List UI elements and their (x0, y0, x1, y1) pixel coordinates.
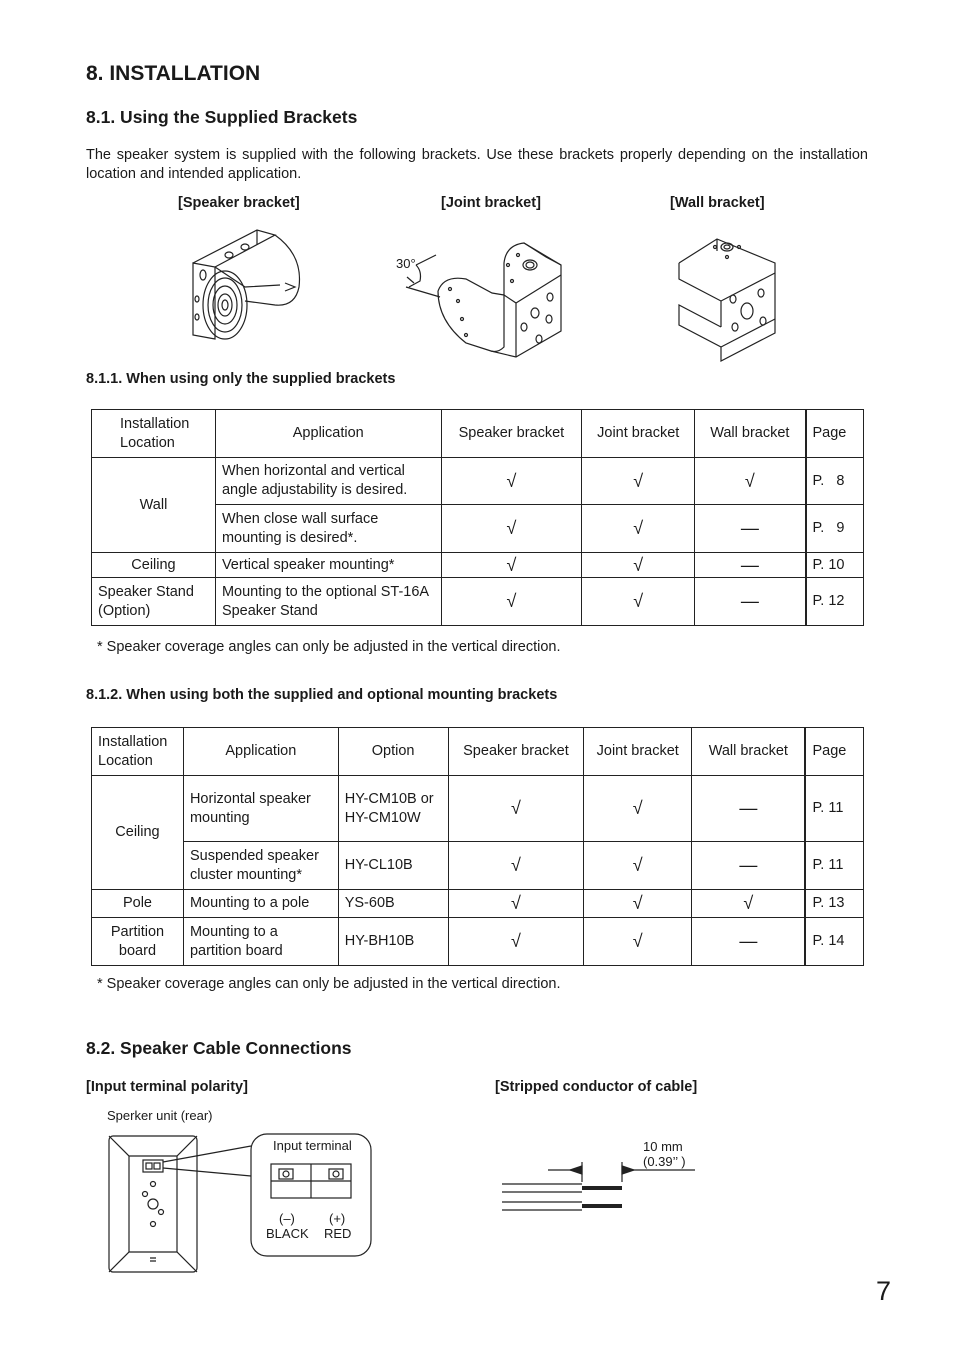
header-wall: Wall bracket (692, 728, 806, 776)
polarity-label: [Input terminal polarity] (86, 1079, 248, 1095)
cell-application: Mounting to the optional ST-16A Speaker Stand (215, 578, 441, 626)
cell-location: Pole (92, 890, 184, 918)
table-row (92, 890, 864, 918)
cell-location: Partition board (92, 918, 184, 966)
cell-speaker: √ (441, 553, 582, 578)
cell-application: Mounting to a partition board (183, 918, 338, 966)
cell-application: When horizontal and vertical angle adjustability is desired. (215, 458, 441, 505)
cell-option: YS-60B (338, 890, 448, 918)
joint-bracket-label: [Joint bracket] (441, 195, 541, 211)
table-row (92, 776, 864, 842)
header-speaker: Speaker bracket (441, 410, 582, 458)
cell-joint: √ (584, 918, 692, 966)
joint-angle-label: 30° (396, 256, 416, 271)
cell-option: HY-CL10B (338, 842, 448, 890)
cell-joint: √ (582, 505, 695, 553)
header-joint: Joint bracket (584, 728, 692, 776)
table2-title: 8.1.2. When using both the supplied and optional mounting brackets (86, 687, 558, 703)
plus-label: (+) (329, 1211, 346, 1226)
cell-wall: — (692, 842, 806, 890)
cell-application: When close wall surface mounting is desired*. (215, 505, 441, 553)
cell-joint: √ (582, 458, 695, 505)
cell-application: Horizontal speaker mounting (183, 776, 338, 842)
cell-option: HY-BH10B (338, 918, 448, 966)
joint-bracket-drawing (396, 235, 571, 360)
speaker-bracket-drawing (185, 225, 310, 345)
cell-joint: √ (582, 553, 695, 578)
input-terminal-label: Input terminal (273, 1138, 352, 1153)
cell-wall: — (695, 505, 806, 553)
header-option: Option (338, 728, 448, 776)
cell-speaker: √ (441, 578, 582, 626)
speaker-rear-drawing (105, 1132, 375, 1277)
table-row (92, 553, 864, 578)
table-header-row (92, 728, 864, 776)
header-wall: Wall bracket (695, 410, 806, 458)
black-label: BLACK (266, 1226, 309, 1241)
intro-paragraph: The speaker system is supplied with the following brackets. Use these brackets properly depending on the installation location and intended application. (86, 147, 868, 182)
cell-speaker: √ (441, 505, 582, 553)
table-row (92, 842, 864, 890)
page-number: 7 (876, 1276, 892, 1306)
length-inch-label: (0.39’’ ) (643, 1154, 686, 1169)
header-application: Application (215, 410, 441, 458)
length-mm-label: 10 mm (643, 1139, 683, 1154)
supplied-brackets-table (91, 409, 864, 626)
section-8-1-title: 8.1. Using the Supplied Brackets (86, 107, 358, 127)
cell-joint: √ (584, 890, 692, 918)
cell-speaker: √ (448, 890, 584, 918)
cell-wall: √ (692, 890, 806, 918)
cell-page: P. 8 (806, 458, 864, 505)
cell-wall: — (692, 776, 806, 842)
cell-location: Wall (92, 458, 216, 553)
cell-speaker: √ (441, 458, 582, 505)
section-8-2-title: 8.2. Speaker Cable Connections (86, 1038, 352, 1058)
stripped-label: [Stripped conductor of cable] (495, 1079, 698, 1095)
page-heading: 8. INSTALLATION (86, 62, 261, 85)
speaker-bracket-label: [Speaker bracket] (178, 195, 300, 211)
cell-option: HY-CM10B or HY-CM10W (338, 776, 448, 842)
red-label: RED (324, 1226, 352, 1241)
cell-page: P. 11 (805, 776, 863, 842)
cell-page: P. 12 (806, 578, 864, 626)
header-page: Page (806, 410, 864, 458)
table-row (92, 918, 864, 966)
cell-application: Mounting to a pole (183, 890, 338, 918)
table-header-row (92, 410, 864, 458)
cell-location: Ceiling (92, 553, 216, 578)
cell-application: Suspended speaker cluster mounting* (183, 842, 338, 890)
cell-wall: — (695, 578, 806, 626)
cell-page: P. 9 (806, 505, 864, 553)
cell-location: Ceiling (92, 776, 184, 890)
header-joint: Joint bracket (582, 410, 695, 458)
cell-joint: √ (584, 776, 692, 842)
cell-page: P. 10 (806, 553, 864, 578)
cell-wall: — (695, 553, 806, 578)
table1-title: 8.1.1. When using only the supplied brackets (86, 371, 396, 387)
wall-bracket-label: [Wall bracket] (670, 195, 765, 211)
cell-speaker: √ (448, 842, 584, 890)
cell-speaker: √ (448, 776, 584, 842)
header-location: Installation Location (92, 410, 216, 458)
cell-page: P. 14 (805, 918, 863, 966)
table1-note: * Speaker coverage angles can only be adjusted in the vertical direction. (97, 639, 561, 655)
header-application: Application (183, 728, 338, 776)
cell-wall: √ (695, 458, 806, 505)
cell-speaker: √ (448, 918, 584, 966)
wall-bracket-drawing (675, 235, 780, 365)
cell-wall: — (692, 918, 806, 966)
header-page: Page (805, 728, 863, 776)
table-row (92, 458, 864, 505)
cell-location: Speaker Stand (Option) (92, 578, 216, 626)
optional-brackets-table (91, 727, 864, 966)
minus-label: (–) (279, 1211, 295, 1226)
cell-application: Vertical speaker mounting* (215, 553, 441, 578)
cell-page: P. 13 (805, 890, 863, 918)
cell-joint: √ (582, 578, 695, 626)
header-speaker: Speaker bracket (448, 728, 584, 776)
cell-joint: √ (584, 842, 692, 890)
speaker-rear-caption: Sperker unit (rear) (107, 1108, 213, 1123)
table2-note: * Speaker coverage angles can only be adjusted in the vertical direction. (97, 976, 561, 992)
table-row (92, 578, 864, 626)
header-location: Installation Location (92, 728, 184, 776)
cell-page: P. 11 (805, 842, 863, 890)
